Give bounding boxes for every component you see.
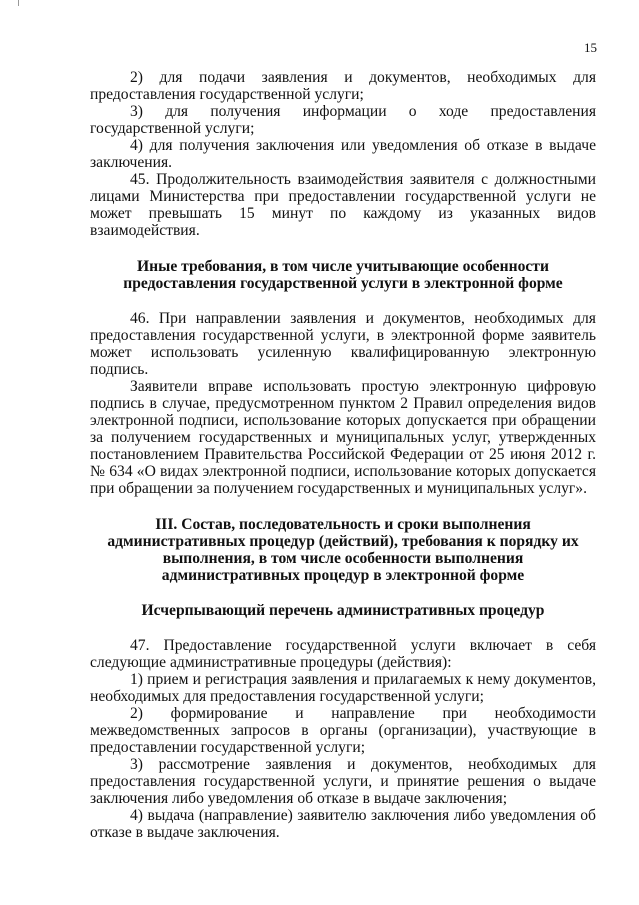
procedure-item-2: 2) формирование и направление при необходимости межведомственных запросов в органы (организации), участвующие в предоставлении государственной услуги; — [90, 705, 596, 756]
chapter-heading-iii: III. Состав, последовательность и сроки выполнения административных процедур (действий), требования к порядку их выполнения, в том числе особенности выполнения административных процедур в электронной форме — [107, 516, 579, 584]
section-heading-electronic-requirements: Иные требования, в том числе учитывающие особенности предоставления государственной услуги в электронной форме — [123, 258, 563, 292]
page-content — [90, 69, 596, 841]
paragraph-item-4: 4) для получения заключения или уведомления об отказе в выдаче заключения. — [90, 137, 596, 171]
procedure-item-3: 3) рассмотрение заявления и документов, необходимых для предоставления государственной услуги, и принятие решения о выдаче заключения либо уведомления об отказе в выдаче заключения; — [90, 756, 596, 807]
paragraph-simple-signature: Заявители вправе использовать простую электронную цифровую подпись в случае, предусмотренном пунктом 2 Правил определения видов электронной подписи, использование которых допускается при обращении за получением государственных и муниципальных услуг, утвержденных постановлением Правительства Российской Федерации от 25 июня 2012 г. № 634 «О видах электронной подписи, использование которых допускается при обращении за получением государственных и муниципальных услуг». — [90, 378, 596, 497]
section-heading-procedures-list: Исчерпывающий перечень административных процедур — [141, 602, 545, 619]
paragraph-45: 45. Продолжительность взаимодействия заявителя с должностными лицами Министерства при предоставлении государственной услуги не может превышать 15 минут по каждому из указанных видов взаимодействия. — [90, 171, 596, 239]
procedure-item-1: 1) прием и регистрация заявления и прилагаемых к нему документов, необходимых для предоставления государственной услуги; — [90, 671, 596, 705]
paragraph-item-3: 3) для получения информации о ходе предоставления государственной услуги; — [90, 103, 596, 137]
scan-edge-mark — [18, 0, 19, 6]
paragraph-item-2: 2) для подачи заявления и документов, необходимых для предоставления государственной услуги; — [90, 69, 596, 103]
paragraph-47: 47. Предоставление государственной услуги включает в себя следующие административные процедуры (действия): — [90, 637, 596, 671]
procedure-item-4: 4) выдача (направление) заявителю заключения либо уведомления об отказе в выдаче заключения. — [90, 807, 596, 841]
paragraph-46: 46. При направлении заявления и документов, необходимых для предоставления государственной услуги, в электронной форме заявитель может использовать усиленную квалифицированную электронную подпись. — [90, 310, 596, 378]
page-number: 15 — [584, 40, 597, 55]
